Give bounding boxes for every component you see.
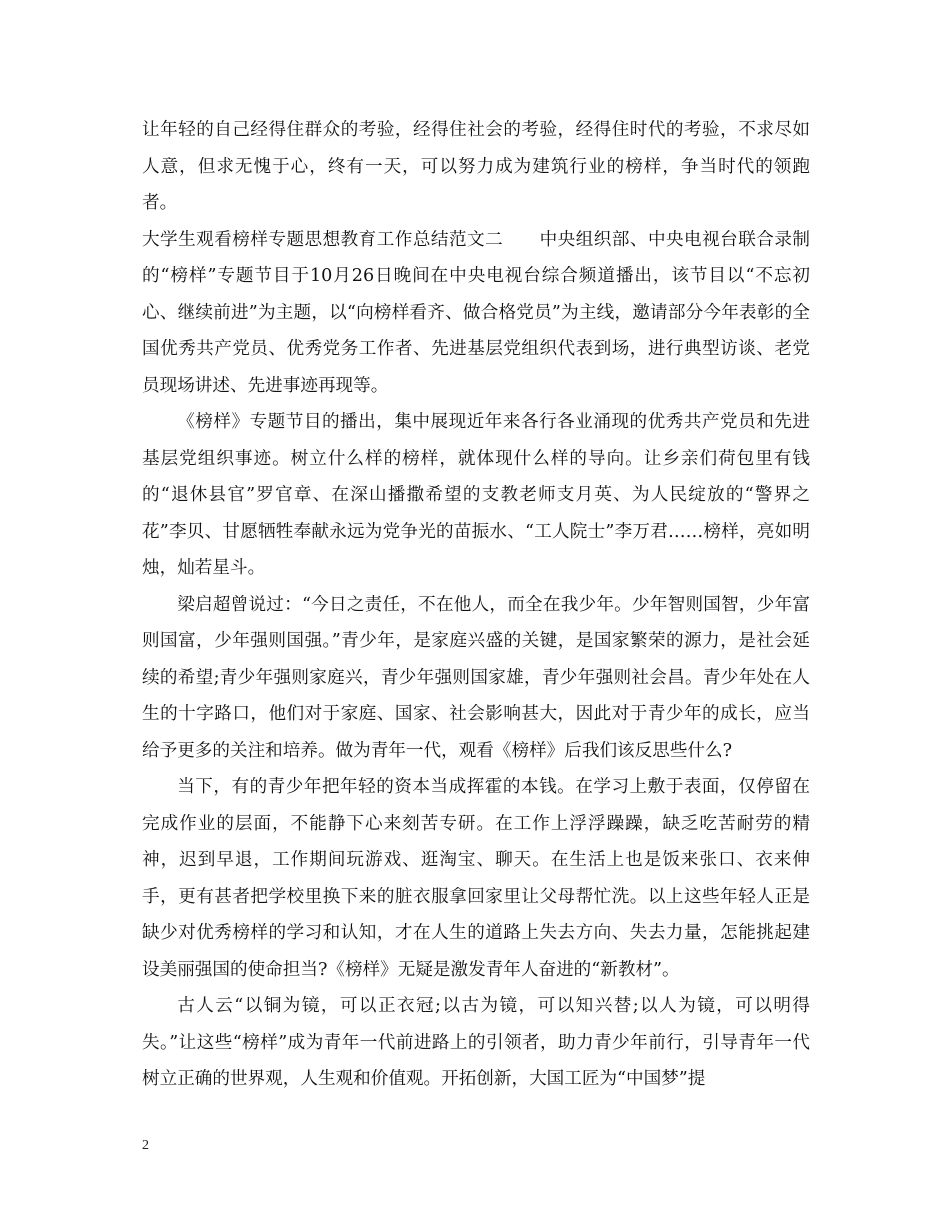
paragraph-3 [142,404,810,587]
paragraph-3-text: 《榜样》专题节目的播出，集中展现近年来各行各业涌现的优秀共产党员和先进基层党组织事迹。树立什么样的榜样，就体现什么样的导向。让乡亲们荷包里有钱的“退休县官”罗官章、在深山播撒希望的支教老师支月英、为人民绽放的“警界之花”李贝、甘愿牺牲奉献永远为党争光的苗振水、“工人院士”李万君……榜样，亮如明烛，灿若星斗。 [142,412,810,578]
paragraph-6-text: 古人云“以铜为镜，可以正衣冠;以古为镜，可以知兴替;以人为镜，可以明得失。”让这些“榜样”成为青年一代前进路上的引领者，助力青少年前行，引导青年一代树立正确的世界观，人生观和价值观。开拓创新，大国工匠为“中国梦”提 [142,996,810,1089]
paragraph-2-text: 中央组织部、中央电视台联合录制的“榜样”专题节目于10月26日晚间在中央电视台综合频道播出，该节目以“不忘初心、继续前进”为主题，以“向榜样看齐、做合格党员”为主线，邀请部分今年表彰的全国优秀共产党员、优秀党务工作者、先进基层党组织代表到场，进行典型访谈、老党员现场讲述、先进事迹再现等。 [142,229,810,396]
paragraph-1 [142,112,810,222]
paragraph-4 [142,587,810,770]
paragraph-4-text: 梁启超曾说过：“今日之责任，不在他人，而全在我少年。少年智则国智，少年富则国富，少年强则国强。”青少年，是家庭兴盛的关键，是国家繁荣的源力，是社会延续的希望;青少年强则家庭兴，青少年强则国家雄，青少年强则社会昌。青少年处在人生的十字路口，他们对于家庭、国家、社会影响甚大，因此对于青少年的成长，应当给予更多的关注和培养。做为青年一代，观看《榜样》后我们该反思些什么? [142,594,810,761]
document-body [142,112,810,1098]
section-title: 大学生观看榜样专题思想教育工作总结范文二 [142,229,504,250]
paragraph-2 [142,222,810,405]
paragraph-6 [142,988,810,1098]
page-number: 2 [142,1138,149,1153]
paragraph-5-text: 当下，有的青少年把年轻的资本当成挥霍的本钱。在学习上敷于表面，仅停留在完成作业的层面，不能静下心来刻苦专研。在工作上浮浮躁躁，缺乏吃苦耐劳的精神，迟到早退，工作期间玩游戏、逛淘宝、聊天。在生活上也是饭来张口、衣来伸手，更有甚者把学校里换下来的脏衣服拿回家里让父母帮忙洗。以上这些年轻人正是缺少对优秀榜样的学习和认知，才在人生的道路上失去方向、失去力量，怎能挑起建设美丽强国的使命担当?《榜样》无疑是激发青年人奋进的“新教材”。 [142,777,810,980]
paragraph-5 [142,769,810,988]
paragraph-1-text: 让年轻的自己经得住群众的考验，经得住社会的考验，经得住时代的考验，不求尽如人意，但求无愧于心，终有一天，可以努力成为建筑行业的榜样，争当时代的领跑者。 [142,120,810,213]
